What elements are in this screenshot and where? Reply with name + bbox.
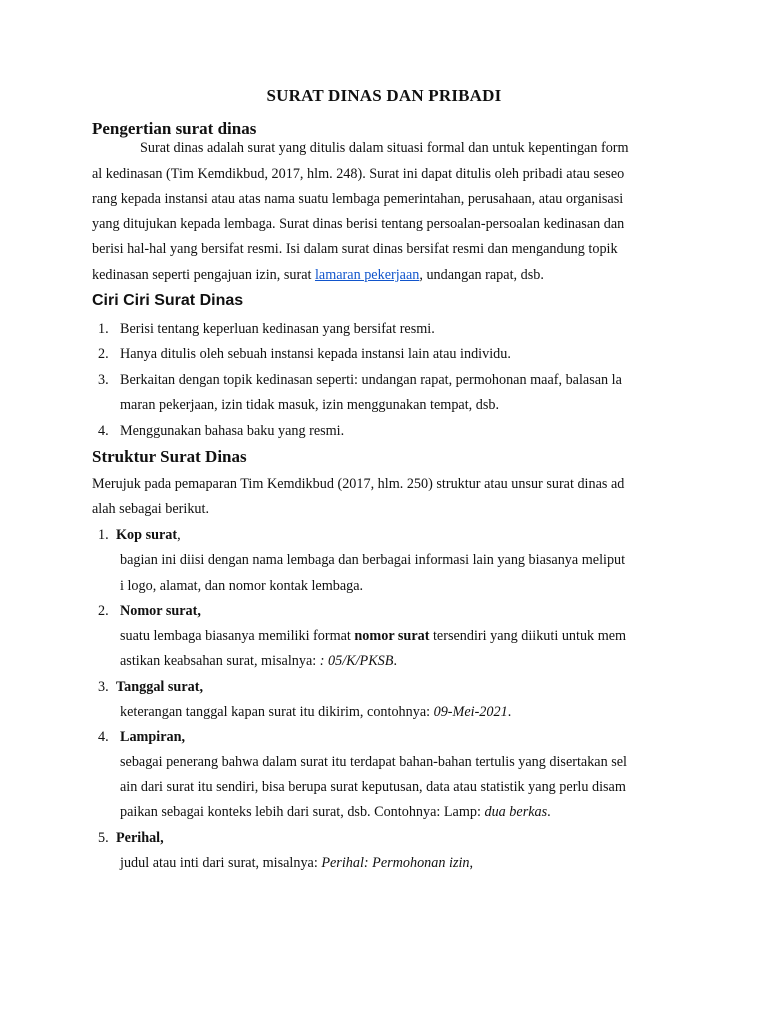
- italic-example: : 05/K/PKSB: [319, 653, 394, 669]
- italic-example: Perihal: Permohonan izin: [321, 855, 470, 871]
- heading-ciri-ciri: Ciri Ciri Surat Dinas: [92, 292, 244, 309]
- list-item-body: sebagai penerang bahwa dalam surat itu terdapat bahan-bahan tertulis yang disertakan sel: [120, 754, 628, 770]
- list-item-label: Lampiran,: [120, 729, 186, 745]
- text-run: keterangan tanggal kapan surat itu dikirim, contohnya:: [120, 704, 434, 720]
- text-run: ,: [177, 527, 181, 543]
- text-run: .: [547, 804, 551, 820]
- list-item-body: [120, 627, 626, 645]
- text-run: astikan keabsahan surat, misalnya:: [120, 653, 320, 669]
- paragraph-line: yang ditujukan kepada lembaga. Surat dinas berisi tentang persoalan-persoalan kedinasan dan: [92, 216, 625, 232]
- list-item-body: [120, 652, 397, 670]
- list-item-body: ain dari surat itu sendiri, bisa berupa surat keputusan, data atau statistik yang perlu disam: [120, 779, 626, 795]
- paragraph-line: rang kepada instansi atau atas nama suatu lembaga pemerintahan, perusahaan, atau organisasi: [92, 191, 624, 207]
- text-run: tersendiri yang diikuti untuk mem: [429, 628, 627, 644]
- document-title: SURAT DINAS DAN PRIBADI: [266, 86, 502, 105]
- text-run: , undangan rapat, dsb.: [419, 267, 544, 283]
- list-number: 2.: [98, 346, 109, 362]
- text-run: .: [393, 653, 397, 669]
- list-item-label: Tanggal surat,: [116, 679, 203, 695]
- list-item: Hanya ditulis oleh sebuah instansi kepada instansi lain atau individu.: [120, 346, 511, 362]
- list-item-label: Perihal,: [116, 830, 164, 846]
- bold-term: nomor surat: [354, 628, 430, 644]
- text-run: suatu lembaga biasanya memiliki format: [120, 628, 355, 644]
- list-number: 4.: [98, 729, 109, 745]
- heading-pengertian: Pengertian surat dinas: [92, 119, 257, 138]
- list-item-label: Nomor surat,: [120, 603, 201, 619]
- list-number: 1.: [98, 321, 109, 337]
- list-number: 2.: [98, 603, 109, 619]
- italic-example: dua berkas: [484, 804, 548, 820]
- paragraph-line: berisi hal-hal yang bersifat resmi. Isi dalam surat dinas bersifat resmi dan mengandung topik: [92, 241, 618, 257]
- paragraph-line: [92, 266, 544, 284]
- list-item-body: bagian ini diisi dengan nama lembaga dan berbagai informasi lain yang biasanya meliput: [120, 552, 626, 568]
- list-item-body: [120, 803, 551, 821]
- list-item: Berkaitan dengan topik kedinasan seperti: undangan rapat, permohonan maaf, balasan la: [120, 372, 622, 388]
- text-run: paikan sebagai konteks lebih dari surat, dsb. Contohnya: Lamp:: [120, 804, 485, 820]
- list-item-continuation: maran pekerjaan, izin tidak masuk, izin menggunakan tempat, dsb.: [120, 397, 500, 413]
- list-item-body: [120, 854, 473, 872]
- paragraph-line: Surat dinas adalah surat yang ditulis dalam situasi formal dan untuk kepentingan form: [140, 140, 629, 156]
- list-number: 1.: [98, 527, 109, 543]
- heading-struktur: Struktur Surat Dinas: [92, 447, 247, 466]
- list-item: Menggunakan bahasa baku yang resmi.: [120, 423, 345, 439]
- list-item-label: [116, 526, 181, 544]
- italic-example: 09-Mei-2021: [433, 704, 508, 720]
- paragraph-line: alah sebagai berikut.: [92, 501, 209, 517]
- paragraph-line: al kedinasan (Tim Kemdikbud, 2017, hlm. 248). Surat ini dapat ditulis oleh pribadi atau seseo: [92, 166, 625, 182]
- list-item: Berisi tentang keperluan kedinasan yang bersifat resmi.: [120, 321, 435, 337]
- list-item-body: i logo, alamat, dan nomor kontak lembaga.: [120, 578, 364, 594]
- text-run: ,: [469, 855, 474, 871]
- text-run: .: [507, 704, 512, 720]
- list-number: 5.: [98, 830, 109, 846]
- link-lamaran-pekerjaan[interactable]: lamaran pekerjaan: [314, 267, 420, 283]
- list-number: 4.: [98, 423, 109, 439]
- list-number: 3.: [98, 679, 109, 695]
- list-item-body: [120, 703, 511, 721]
- text-run: judul atau inti dari surat, misalnya:: [120, 855, 322, 871]
- text-run: kedinasan seperti pengajuan izin, surat: [92, 267, 315, 283]
- paragraph-line: Merujuk pada pemaparan Tim Kemdikbud (2017, hlm. 250) struktur atau unsur surat dinas ad: [92, 476, 625, 492]
- list-number: 3.: [98, 372, 109, 388]
- bold-label: Kop surat: [116, 527, 178, 543]
